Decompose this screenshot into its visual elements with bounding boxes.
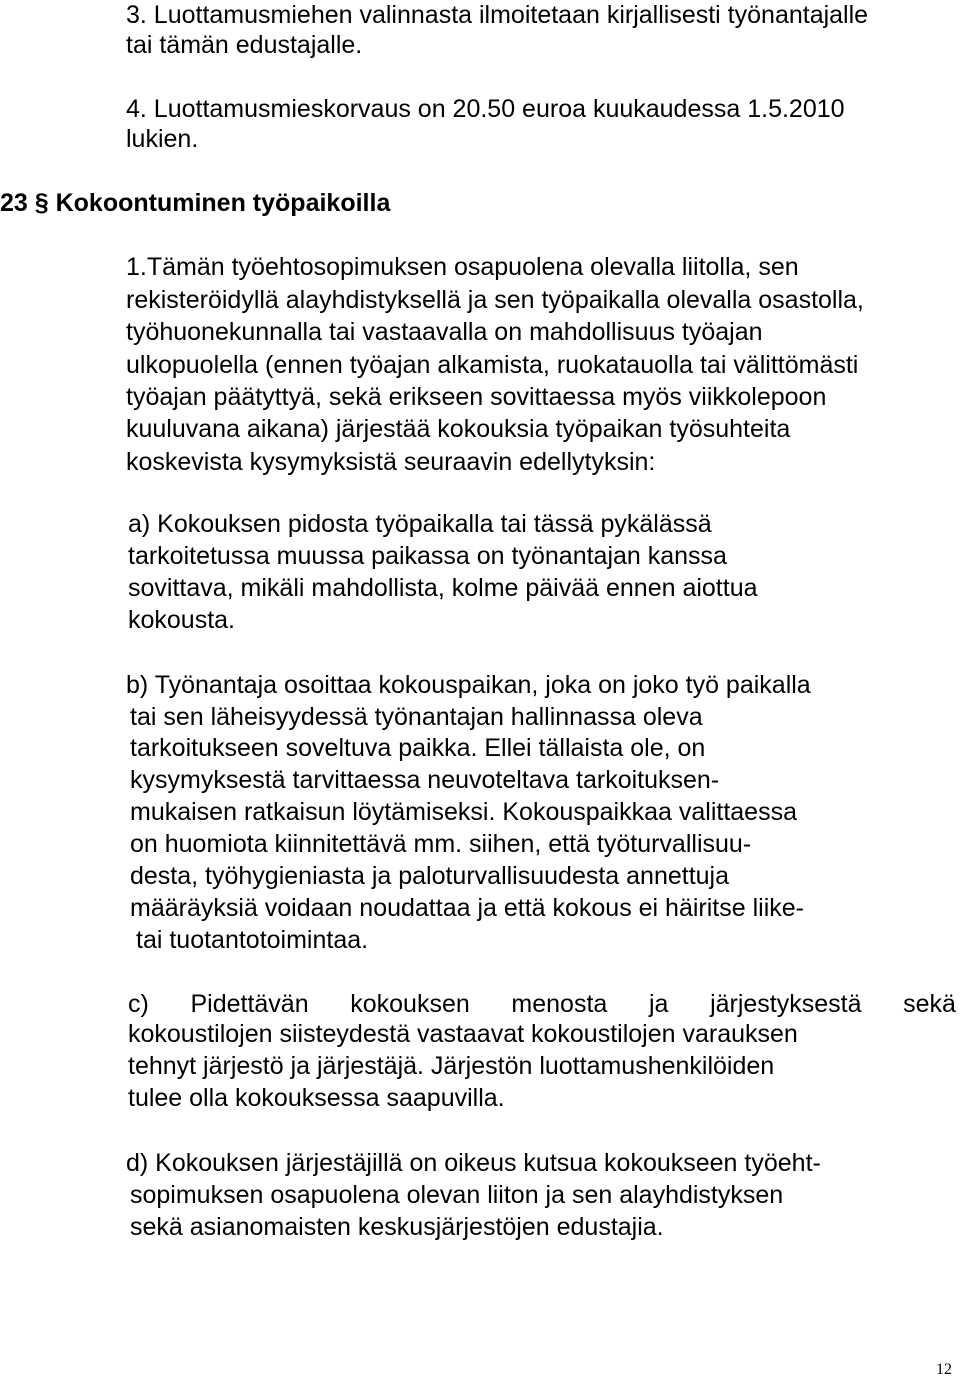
item-c-word: kokouksen: [350, 990, 470, 1018]
item-a-line: kokousta.: [128, 606, 236, 634]
item-b-line: määräyksiä voidaan noudattaa ja että kokous ei häiritse liike-: [130, 894, 804, 922]
item-b-line: mukaisen ratkaisun löytämiseksi. Kokouspaikkaa valittaessa: [130, 798, 797, 826]
item-c-word: menosta: [511, 990, 608, 1018]
item-a-line: tarkoitetussa muussa paikassa on työnantajan kanssa: [128, 542, 727, 570]
para1-line: 1.Tämän työehtosopimuksen osapuolena olevalla liitolla, sen: [126, 253, 799, 281]
item-c-first-line: [128, 989, 956, 1019]
item-c-line: tulee olla kokouksessa saapuvilla.: [128, 1084, 505, 1112]
item-b-line: b) Työnantaja osoittaa kokouspaikan, joka on joko työ paikalla: [126, 671, 811, 699]
para1-line: kuuluvana aikana) järjestää kokouksia työpaikan työsuhteita: [126, 415, 791, 443]
item-c-word: järjestyksestä: [710, 990, 862, 1018]
item-3-line-2: tai tämän edustajalle.: [126, 31, 363, 59]
item-4-line-2: lukien.: [126, 125, 199, 153]
item-c-word: c): [128, 990, 149, 1018]
item-b-line: kysymyksestä tarvittaessa neuvoteltava tarkoituksen-: [130, 766, 720, 794]
item-c-word: sekä: [903, 990, 956, 1018]
item-c-line: tehnyt järjestö ja järjestäjä. Järjestön luottamushenkilöiden: [128, 1052, 775, 1080]
item-b-line: tai sen läheisyydessä työnantajan hallinnassa oleva: [130, 703, 703, 731]
item-b-line: desta, työhygieniasta ja paloturvallisuudesta annettuja: [130, 862, 730, 890]
para1-line: työhuonekunnalla tai vastaavalla on mahdollisuus työajan: [126, 318, 763, 346]
item-b-line: tai tuotantotoimintaa.: [136, 926, 369, 954]
item-d-line: d) Kokouksen järjestäjillä on oikeus kutsua kokoukseen työeht-: [126, 1149, 821, 1177]
item-3-line-1: 3. Luottamusmiehen valinnasta ilmoitetaan kirjallisesti työnantajalle: [126, 1, 869, 29]
item-b-line: on huomiota kiinnitettävä mm. siihen, että työturvallisuu-: [130, 830, 752, 858]
para1-line: koskevista kysymyksistä seuraavin edellytyksin:: [126, 448, 656, 476]
item-c-word: Pidettävän: [190, 990, 309, 1018]
item-a-line: a) Kokouksen pidosta työpaikalla tai tässä pykälässä: [128, 510, 712, 538]
para1-line: rekisteröidyllä alayhdistyksellä ja sen työpaikalla olevalla osastolla,: [126, 286, 864, 314]
para1-line: työajan päätyttyä, sekä erikseen sovittaessa myös viikkolepoon: [126, 383, 827, 411]
item-4-line-1: 4. Luottamusmieskorvaus on 20.50 euroa kuukaudessa 1.5.2010: [126, 95, 845, 123]
para1-line: ulkopuolella (ennen työajan alkamista, ruokatauolla tai välittömästi: [126, 351, 859, 379]
item-d-line: sopimuksen osapuolena olevan liiton ja sen alayhdistyksen: [130, 1181, 784, 1209]
item-a-line: sovittava, mikäli mahdollista, kolme päivää ennen aiottua: [128, 574, 758, 602]
section-heading: 23 § Kokoontuminen työpaikoilla: [0, 189, 391, 217]
item-c-line: kokoustilojen siisteydestä vastaavat kokoustilojen varauksen: [128, 1020, 798, 1048]
page-number: 12: [936, 1361, 952, 1378]
item-b-line: tarkoitukseen soveltuva paikka. Ellei tällaista ole, on: [130, 734, 706, 762]
item-c-word: ja: [648, 990, 669, 1018]
item-d-line: sekä asianomaisten keskusjärjestöjen edustajia.: [130, 1213, 664, 1241]
